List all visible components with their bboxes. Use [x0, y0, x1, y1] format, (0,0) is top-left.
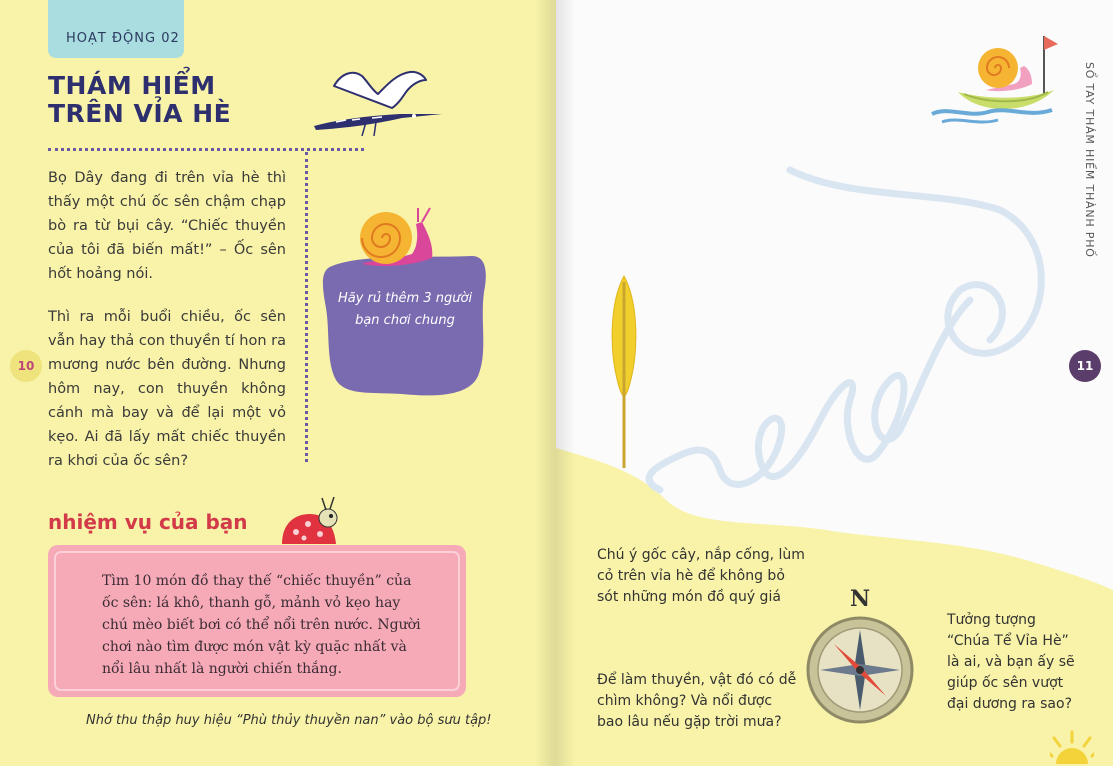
water-swirl-illustration — [640, 160, 1060, 520]
dotted-divider-vertical — [305, 152, 308, 462]
activity-tag: HOẠT ĐỘNG 02 — [48, 0, 184, 58]
tip-text-2: Để làm thuyền, vật đó có dễ chìm không? Và nổi được bao lâu nếu gặp trời mưa? — [597, 672, 797, 730]
compass-n-label: N — [849, 586, 871, 612]
title-line-2: TRÊN VỈA HÈ — [48, 99, 232, 128]
tip-text-3: Tưởng tượng “Chúa Tể Vỉa Hè” là ai, và bạn ấy sẽ giúp ốc sên vượt đại dương ra sao? — [947, 612, 1075, 712]
sun-icon — [1050, 728, 1094, 764]
page-number-right: 11 — [1069, 350, 1101, 382]
page-number-left: 10 — [10, 350, 42, 382]
ladybug-illustration — [278, 494, 348, 546]
title-line-1: THÁM HIỂM — [48, 71, 216, 100]
story-paragraph-2: Thì ra mỗi buổi chiều, ốc sên vẫn hay thả con thuyền tí hon ra mương nước bên đường. Nhưng hôm nay, con thuyền không cánh mà bay và để lại một vỏ kẹo. Ai đã lấy mất chiếc thuyền ra khơi của ốc sên? — [48, 309, 286, 469]
dotted-divider-horizontal — [48, 148, 364, 151]
page-title — [48, 72, 231, 128]
mission-text: Tìm 10 món đồ thay thế “chiếc thuyền” của ốc sên: lá khô, thanh gỗ, mảnh vỏ kẹo hay chú mèo biết bơi có thể nổi trên nước. Người chơi nào tìm được món vật kỳ quặc nhất và nổi lâu nhất là người chiến thắng. — [102, 573, 421, 677]
mission-title: nhiệm vụ của bạn — [48, 510, 248, 534]
tip-text-1: Chú ý gốc cây, nắp cống, lùm cỏ trên vỉa hè để không bỏ sót những món đồ quý giá — [597, 547, 805, 605]
badge-note: Nhớ thu thập huy hiệu “Phù thủy thuyền nan” vào bộ sưu tập! — [86, 713, 492, 728]
snail-illustration — [352, 204, 442, 274]
book-title-vertical: SỔ TAY THÁM HIỂM THÀNH PHỐ — [1083, 62, 1096, 258]
callout-text: Hãy rủ thêm 3 người bạn chơi chung — [337, 291, 473, 328]
compass-illustration — [804, 586, 916, 726]
snail-boat-illustration — [928, 30, 1068, 130]
bird-illustration — [306, 64, 446, 140]
story-paragraph-1: Bọ Dây đang đi trên vỉa hè thì thấy một chú ốc sên chậm chạp bò ra từ bụi cây. “Chiếc thuyền của tôi đã biến mất!” – Ốc sên hốt hoảng nói. — [48, 170, 286, 282]
leaf-illustration — [604, 272, 644, 472]
